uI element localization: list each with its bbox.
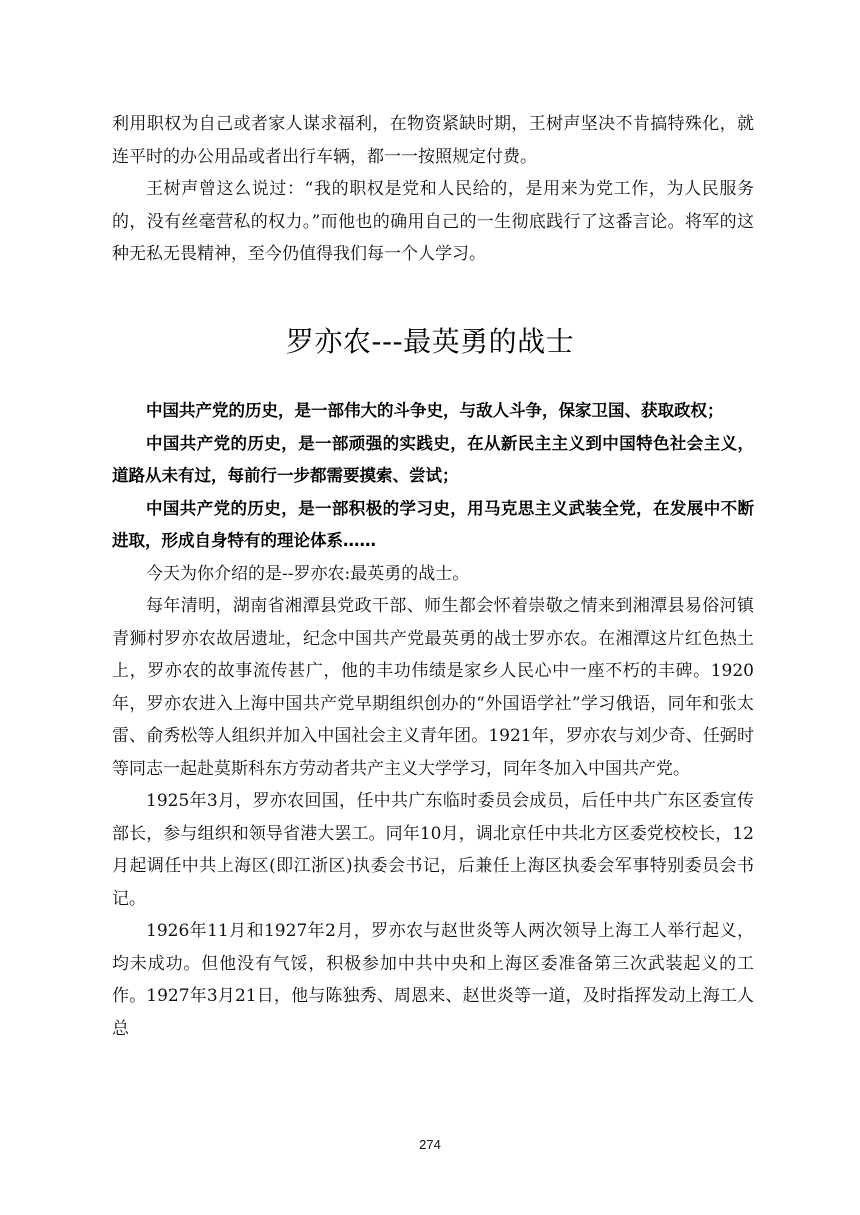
top-text-block bbox=[112, 108, 754, 271]
section-title: 罗亦农---最英勇的战士 bbox=[285, 325, 575, 358]
paragraph: 1925年3月，罗亦农回国，任中共广东临时委员会成员，后任中共广东区委宣传部长，参与组织和领导省港大罢工。同年10月，调北京任中共北方区委党校校长，12月起调任中共上海区(即江浙区)执委会书记，后兼任上海区执委会军事特别委员会书记。 bbox=[112, 791, 754, 909]
page-number: 274 bbox=[419, 1137, 441, 1152]
bold-paragraph: 中国共产党的历史，是一部积极的学习史，用马克思主义武装全党，在发展中不断进取，形成自身特有的理论体系…… bbox=[112, 498, 754, 550]
paragraph: 1926年11月和1927年2月，罗亦农与赵世炎等人两次领导上海工人举行起义，均未成功。但他没有气馁，积极参加中共中央和上海区委准备第三次武装起义的工作。1927年3月21日，他与陈独秀、周恩来、赵世炎等一道，及时指挥发动上海工人总 bbox=[112, 921, 754, 1039]
main-text-block bbox=[112, 395, 754, 1045]
bold-paragraph: 中国共产党的历史，是一部伟大的斗争史，与敌人斗争，保家卫国、获取政权； bbox=[146, 401, 724, 420]
paragraph: 每年清明，湖南省湘潭县党政干部、师生都会怀着崇敬之情来到湘潭县易俗河镇青狮村罗亦农故居遗址，纪念中国共产党最英勇的战士罗亦农。在湘潭这片红色热土上，罗亦农的故事流传甚广，他的丰功伟绩是家乡人民心中一座不朽的丰碑。1920年，罗亦农进入上海中国共产党早期组织创办的“外国语学社”学习俄语，同年和张太雷、俞秀松等人组织并加入中国社会主义青年团。1921年，罗亦农与刘少奇、任弼时等同志一起赴莫斯科东方劳动者共产主义大学学习，同年冬加入中国共产党。 bbox=[112, 596, 754, 779]
bold-paragraph: 中国共产党的历史，是一部顽强的实践史，在从新民主主义到中国特色社会主义，道路从未有过，每前行一步都需要摸索、尝试； bbox=[112, 433, 754, 485]
paragraph: 王树声曾这么说过：“我的职权是党和人民给的，是用来为党工作，为人民服务的，没有丝毫营私的权力。”而他也的确用自己的一生彻底践行了这番言论。将军的这种无私无畏精神，至今仍值得我们每一个人学习。 bbox=[112, 179, 754, 264]
paragraph: 利用职权为自己或者家人谋求福利，在物资紧缺时期，王树声坚决不肯搞特殊化，就连平时的办公用品或者出行车辆，都一一按照规定付费。 bbox=[112, 114, 754, 167]
paragraph: 今天为你介绍的是--罗亦农:最英勇的战士。 bbox=[146, 563, 470, 584]
